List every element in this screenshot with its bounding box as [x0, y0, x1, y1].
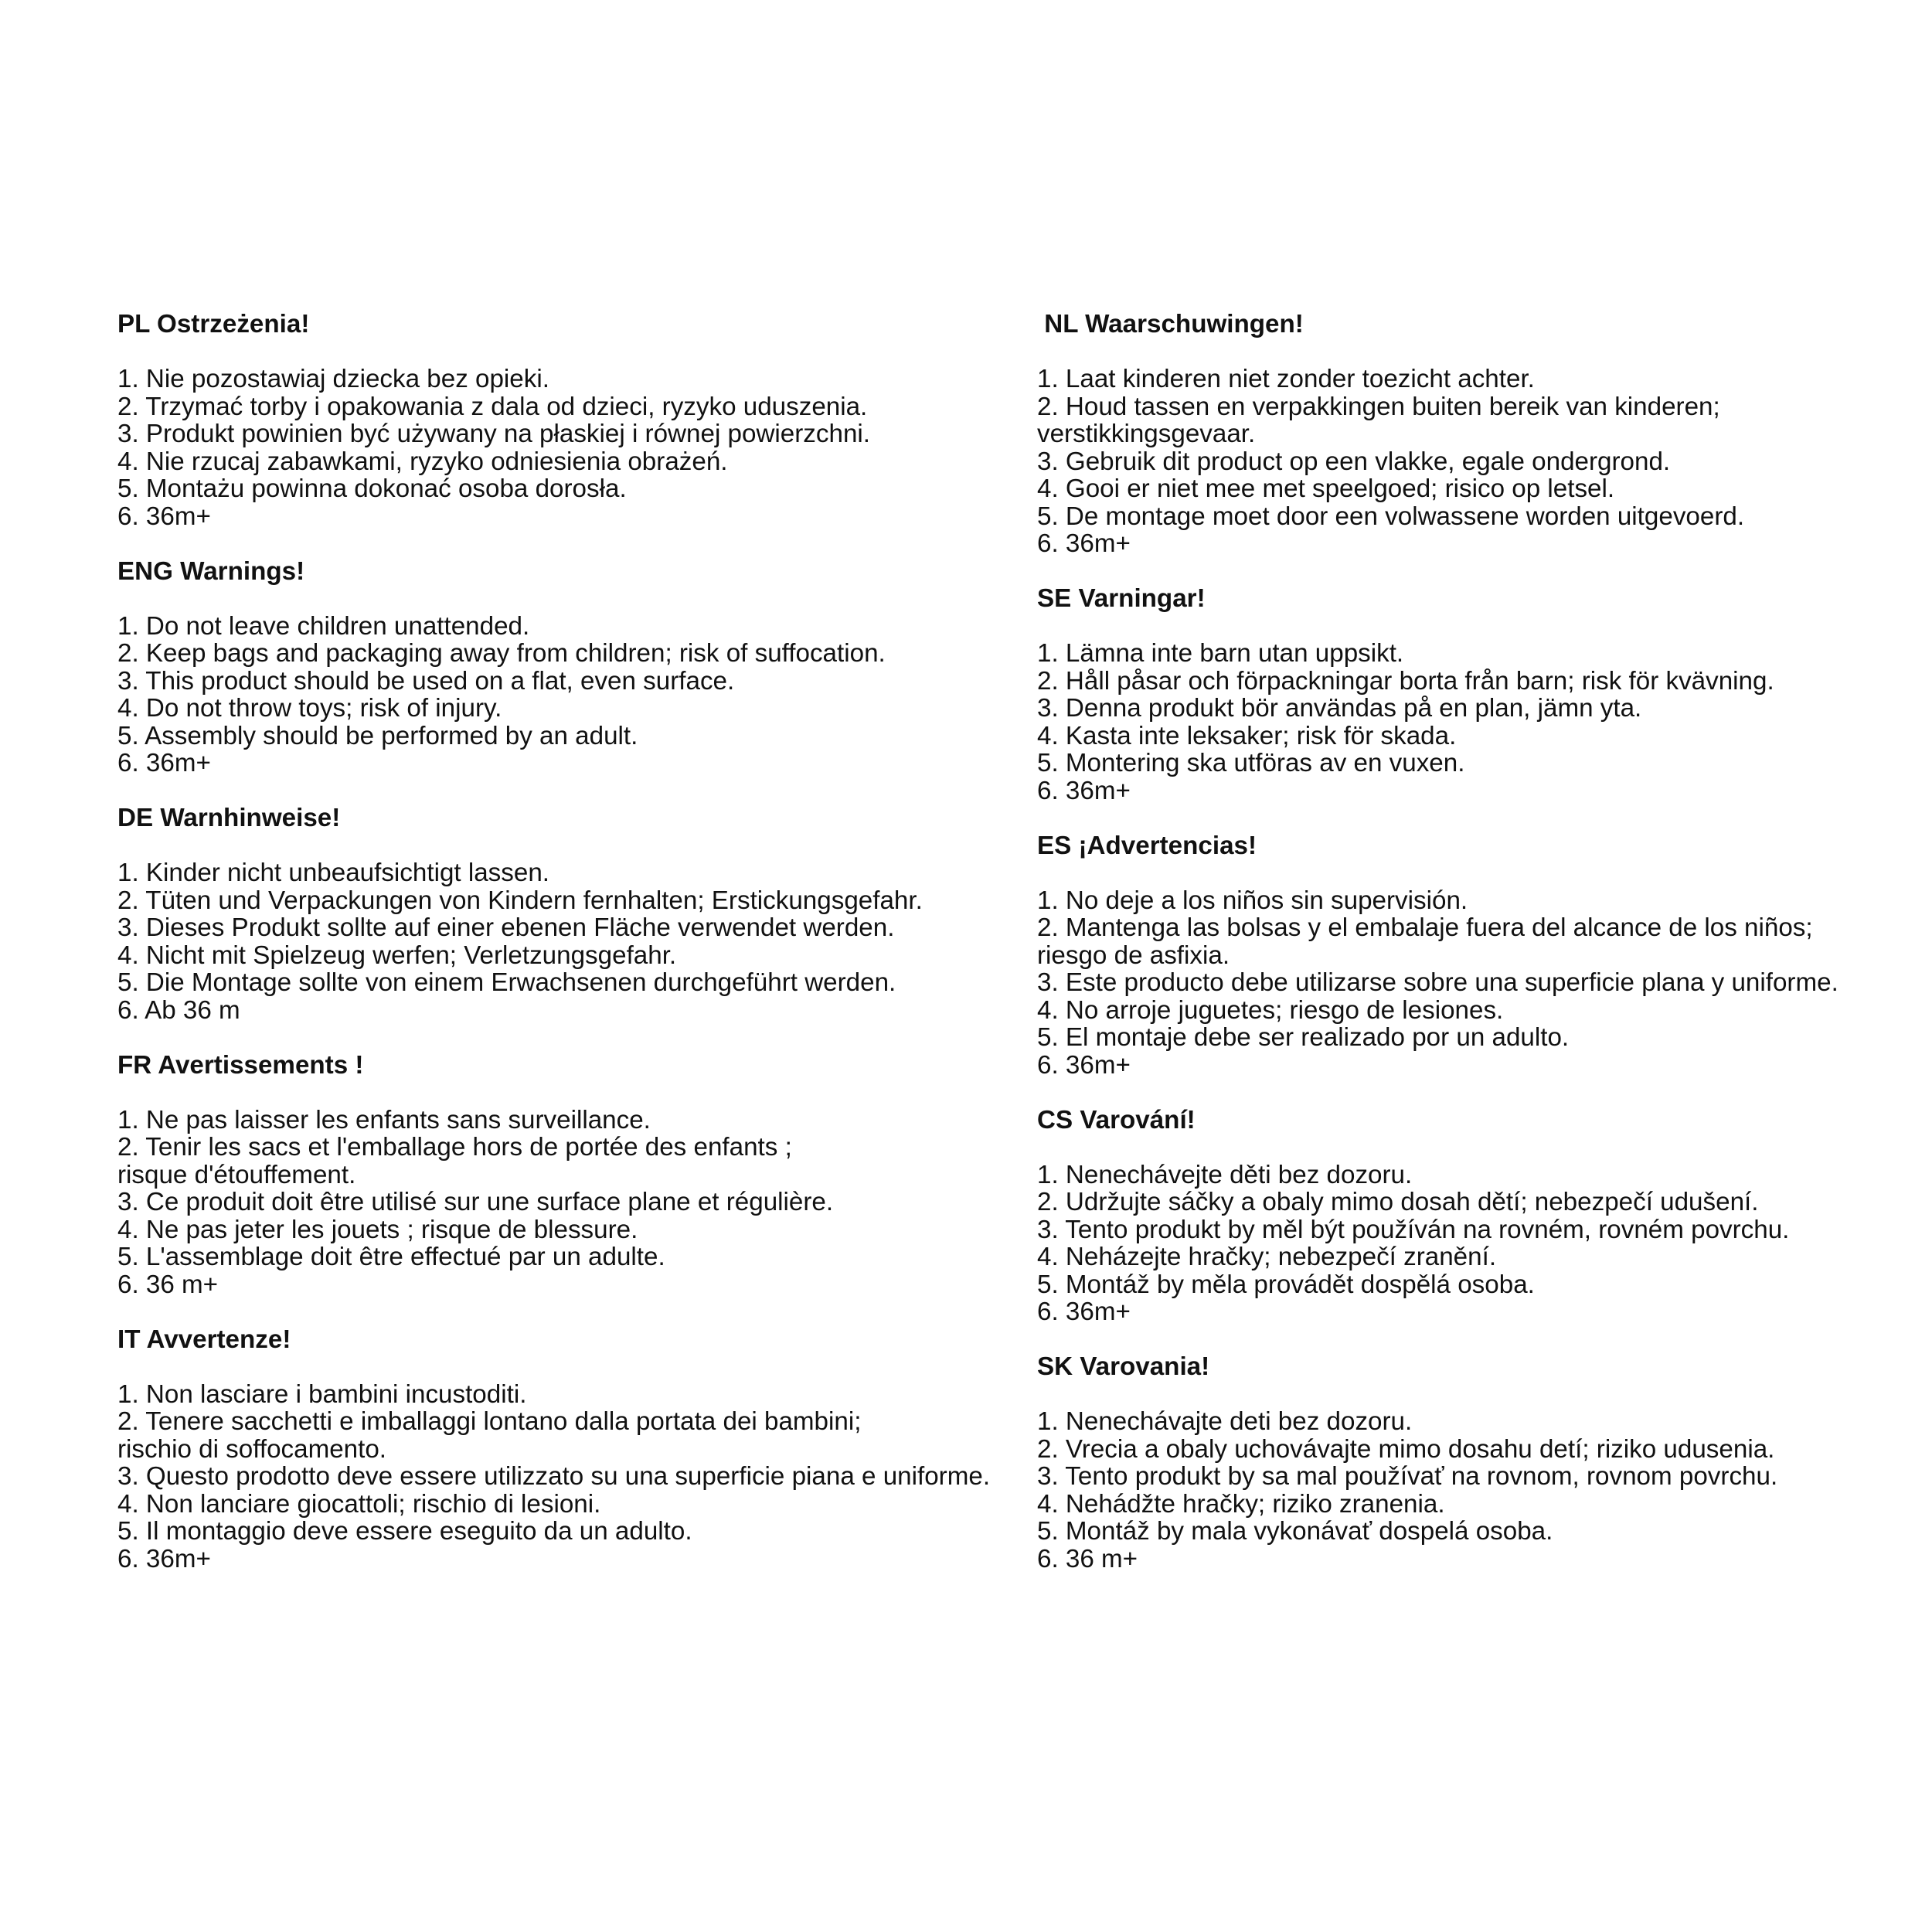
list-item: 1. Do not leave children unattended. [117, 611, 530, 641]
list-item: 1. Nie pozostawiaj dziecka bez opieki. [117, 365, 549, 393]
list-item: 4. Non lanciare giocattoli; rischio di lesioni. [117, 1489, 601, 1519]
section-heading: SK Varovania! [1037, 1352, 1210, 1381]
section-de [117, 804, 1045, 1024]
list-item: 2. Udržujte sáčky a obaly mimo dosah dětí; nebezpečí udušení. [1037, 1188, 1759, 1216]
section-fr [117, 1052, 1045, 1299]
section-heading: DE Warnhinweise! [117, 804, 341, 832]
list-item: 4. Do not throw toys; risk of injury. [117, 694, 502, 723]
list-item: 3. Produkt powinien być używany na płaskiej i równej powierzchni. [117, 420, 870, 448]
list-item: 6. 36m+ [117, 749, 211, 777]
section-heading: NL Waarschuwingen! [1037, 310, 1304, 338]
warning-list [117, 1381, 1045, 1573]
list-item: 5. Montáž by mala vykonávať dospelá osoba. [1037, 1517, 1553, 1546]
section-cs [1037, 1107, 1932, 1326]
list-item: 5. Il montaggio deve essere eseguito da un adulto. [117, 1517, 692, 1546]
warning-list [117, 1107, 1045, 1299]
list-item: 6. 36m+ [1037, 776, 1131, 805]
list-item: 1. Nenechávejte děti bez dozoru. [1037, 1160, 1413, 1189]
warnings-right-column [1037, 311, 1932, 1600]
warning-list [117, 366, 1045, 530]
list-item: 1. Non lasciare i bambini incustoditi. [117, 1379, 527, 1409]
list-item: verstikkingsgevaar. [1037, 420, 1256, 448]
list-item: 5. Montażu powinna dokonać osoba dorosła. [117, 474, 627, 503]
list-item: 3. Este producto debe utilizarse sobre una superficie plana y uniforme. [1037, 968, 1838, 997]
list-item: 3. This product should be used on a flat, even surface. [117, 666, 735, 696]
list-item: 2. Mantenga las bolsas y el embalaje fuera del alcance de los niños; [1037, 913, 1813, 942]
list-item: 6. 36 m+ [1037, 1544, 1138, 1573]
list-item: 2. Tenir les sacs et l'emballage hors de portée des enfants ; [117, 1133, 792, 1162]
section-heading: PL Ostrzeżenia! [117, 310, 310, 338]
list-item: 4. Neházejte hračky; nebezpečí zranění. [1037, 1243, 1497, 1271]
warnings-left-column [117, 311, 1045, 1600]
section-es [1037, 832, 1932, 1080]
section-heading: FR Avertissements ! [117, 1050, 364, 1080]
section-it [117, 1326, 1045, 1573]
list-item: 6. 36m+ [117, 1544, 211, 1573]
list-item: 2. Keep bags and packaging away from children; risk of suffocation. [117, 639, 886, 668]
list-item: rischio di soffocamento. [117, 1434, 387, 1464]
list-item: 2. Trzymać torby i opakowania z dala od dzieci, ryzyko uduszenia. [117, 392, 868, 421]
list-item: 6. 36m+ [1037, 1050, 1131, 1080]
warning-list [117, 859, 1045, 1024]
section-heading: ES ¡Advertencias! [1037, 831, 1257, 860]
list-item: 1. Ne pas laisser les enfants sans surveillance. [117, 1105, 651, 1134]
warning-list [117, 613, 1045, 777]
section-nl [1037, 311, 1932, 558]
warning-list [1037, 1408, 1932, 1573]
list-item: 3. Ce produit doit être utilisé sur une surface plane et régulière. [117, 1188, 834, 1216]
list-item: 6. 36m+ [1037, 529, 1131, 558]
list-item: 5. Montering ska utföras av en vuxen. [1037, 749, 1465, 777]
list-item: riesgo de asfixia. [1037, 940, 1230, 970]
section-heading: SE Varningar! [1037, 584, 1206, 613]
list-item: 5. Die Montage sollte von einem Erwachsenen durchgeführt werden. [117, 968, 896, 997]
list-item: 5. De montage moet door een volwassene worden uitgevoerd. [1037, 502, 1745, 531]
section-heading: ENG Warnings! [117, 556, 305, 586]
list-item: 5. El montaje debe ser realizado por un adulto. [1037, 1023, 1570, 1052]
warning-list [1037, 640, 1932, 804]
list-item: 4. Gooi er niet mee met speelgoed; risico op letsel. [1037, 474, 1615, 503]
section-se [1037, 585, 1932, 804]
list-item: 1. Lämna inte barn utan uppsikt. [1037, 639, 1404, 668]
list-item: 6. 36m+ [117, 502, 211, 531]
list-item: 5. Montáž by měla provádět dospělá osoba. [1037, 1270, 1535, 1299]
list-item: 4. Ne pas jeter les jouets ; risque de blessure. [117, 1215, 638, 1244]
section-sk [1037, 1353, 1932, 1573]
list-item: 3. Gebruik dit product op een vlakke, egale ondergrond. [1037, 447, 1671, 476]
list-item: 4. No arroje juguetes; riesgo de lesiones. [1037, 995, 1504, 1025]
list-item: 4. Nehádžte hračky; riziko zranenia. [1037, 1489, 1445, 1519]
list-item: 6. 36 m+ [117, 1270, 219, 1299]
list-item: 1. Nenechávajte deti bez dozoru. [1037, 1407, 1413, 1436]
warning-list [1037, 1162, 1932, 1326]
list-item: 5. Assembly should be performed by an adult. [117, 721, 638, 750]
list-item: 3. Denna produkt bör användas på en plan, jämn yta. [1037, 694, 1642, 723]
list-item: 2. Håll påsar och förpackningar borta från barn; risk för kvävning. [1037, 666, 1774, 696]
section-heading: CS Varování! [1037, 1105, 1196, 1134]
list-item: 2. Tenere sacchetti e imballaggi lontano dalla portata dei bambini; [117, 1407, 862, 1436]
list-item: 6. 36m+ [1037, 1298, 1131, 1326]
list-item: 5. L'assemblage doit être effectué par un adulte. [117, 1243, 665, 1271]
list-item: 2. Tüten und Verpackungen von Kindern fernhalten; Erstickungsgefahr. [117, 886, 923, 915]
list-item: 6. Ab 36 m [117, 995, 240, 1025]
list-item: 1. Laat kinderen niet zonder toezicht achter. [1037, 365, 1535, 393]
warning-list [1037, 887, 1932, 1080]
list-item: 4. Nicht mit Spielzeug werfen; Verletzungsgefahr. [117, 940, 677, 970]
list-item: 1. Kinder nicht unbeaufsichtigt lassen. [117, 859, 550, 887]
section-heading: IT Avvertenze! [117, 1325, 291, 1354]
list-item: 3. Tento produkt by sa mal používať na rovnom, rovnom povrchu. [1037, 1462, 1778, 1491]
list-item: 2. Houd tassen en verpakkingen buiten bereik van kinderen; [1037, 392, 1720, 421]
list-item: 3. Dieses Produkt sollte auf einer ebenen Fläche verwendet werden. [117, 913, 895, 942]
list-item: 3. Questo prodotto deve essere utilizzato su una superficie piana e uniforme. [117, 1462, 991, 1491]
section-eng [117, 558, 1045, 777]
list-item: 1. No deje a los niños sin supervisión. [1037, 886, 1468, 915]
list-item: 4. Nie rzucaj zabawkami, ryzyko odniesienia obrażeń. [117, 447, 728, 476]
list-item: 4. Kasta inte leksaker; risk för skada. [1037, 721, 1457, 750]
section-pl [117, 311, 1045, 530]
list-item: risque d'étouffement. [117, 1160, 356, 1189]
warning-list [1037, 366, 1932, 558]
list-item: 2. Vrecia a obaly uchovávajte mimo dosahu detí; riziko udusenia. [1037, 1434, 1775, 1464]
list-item: 3. Tento produkt by měl být používán na rovném, rovném povrchu. [1037, 1215, 1790, 1244]
